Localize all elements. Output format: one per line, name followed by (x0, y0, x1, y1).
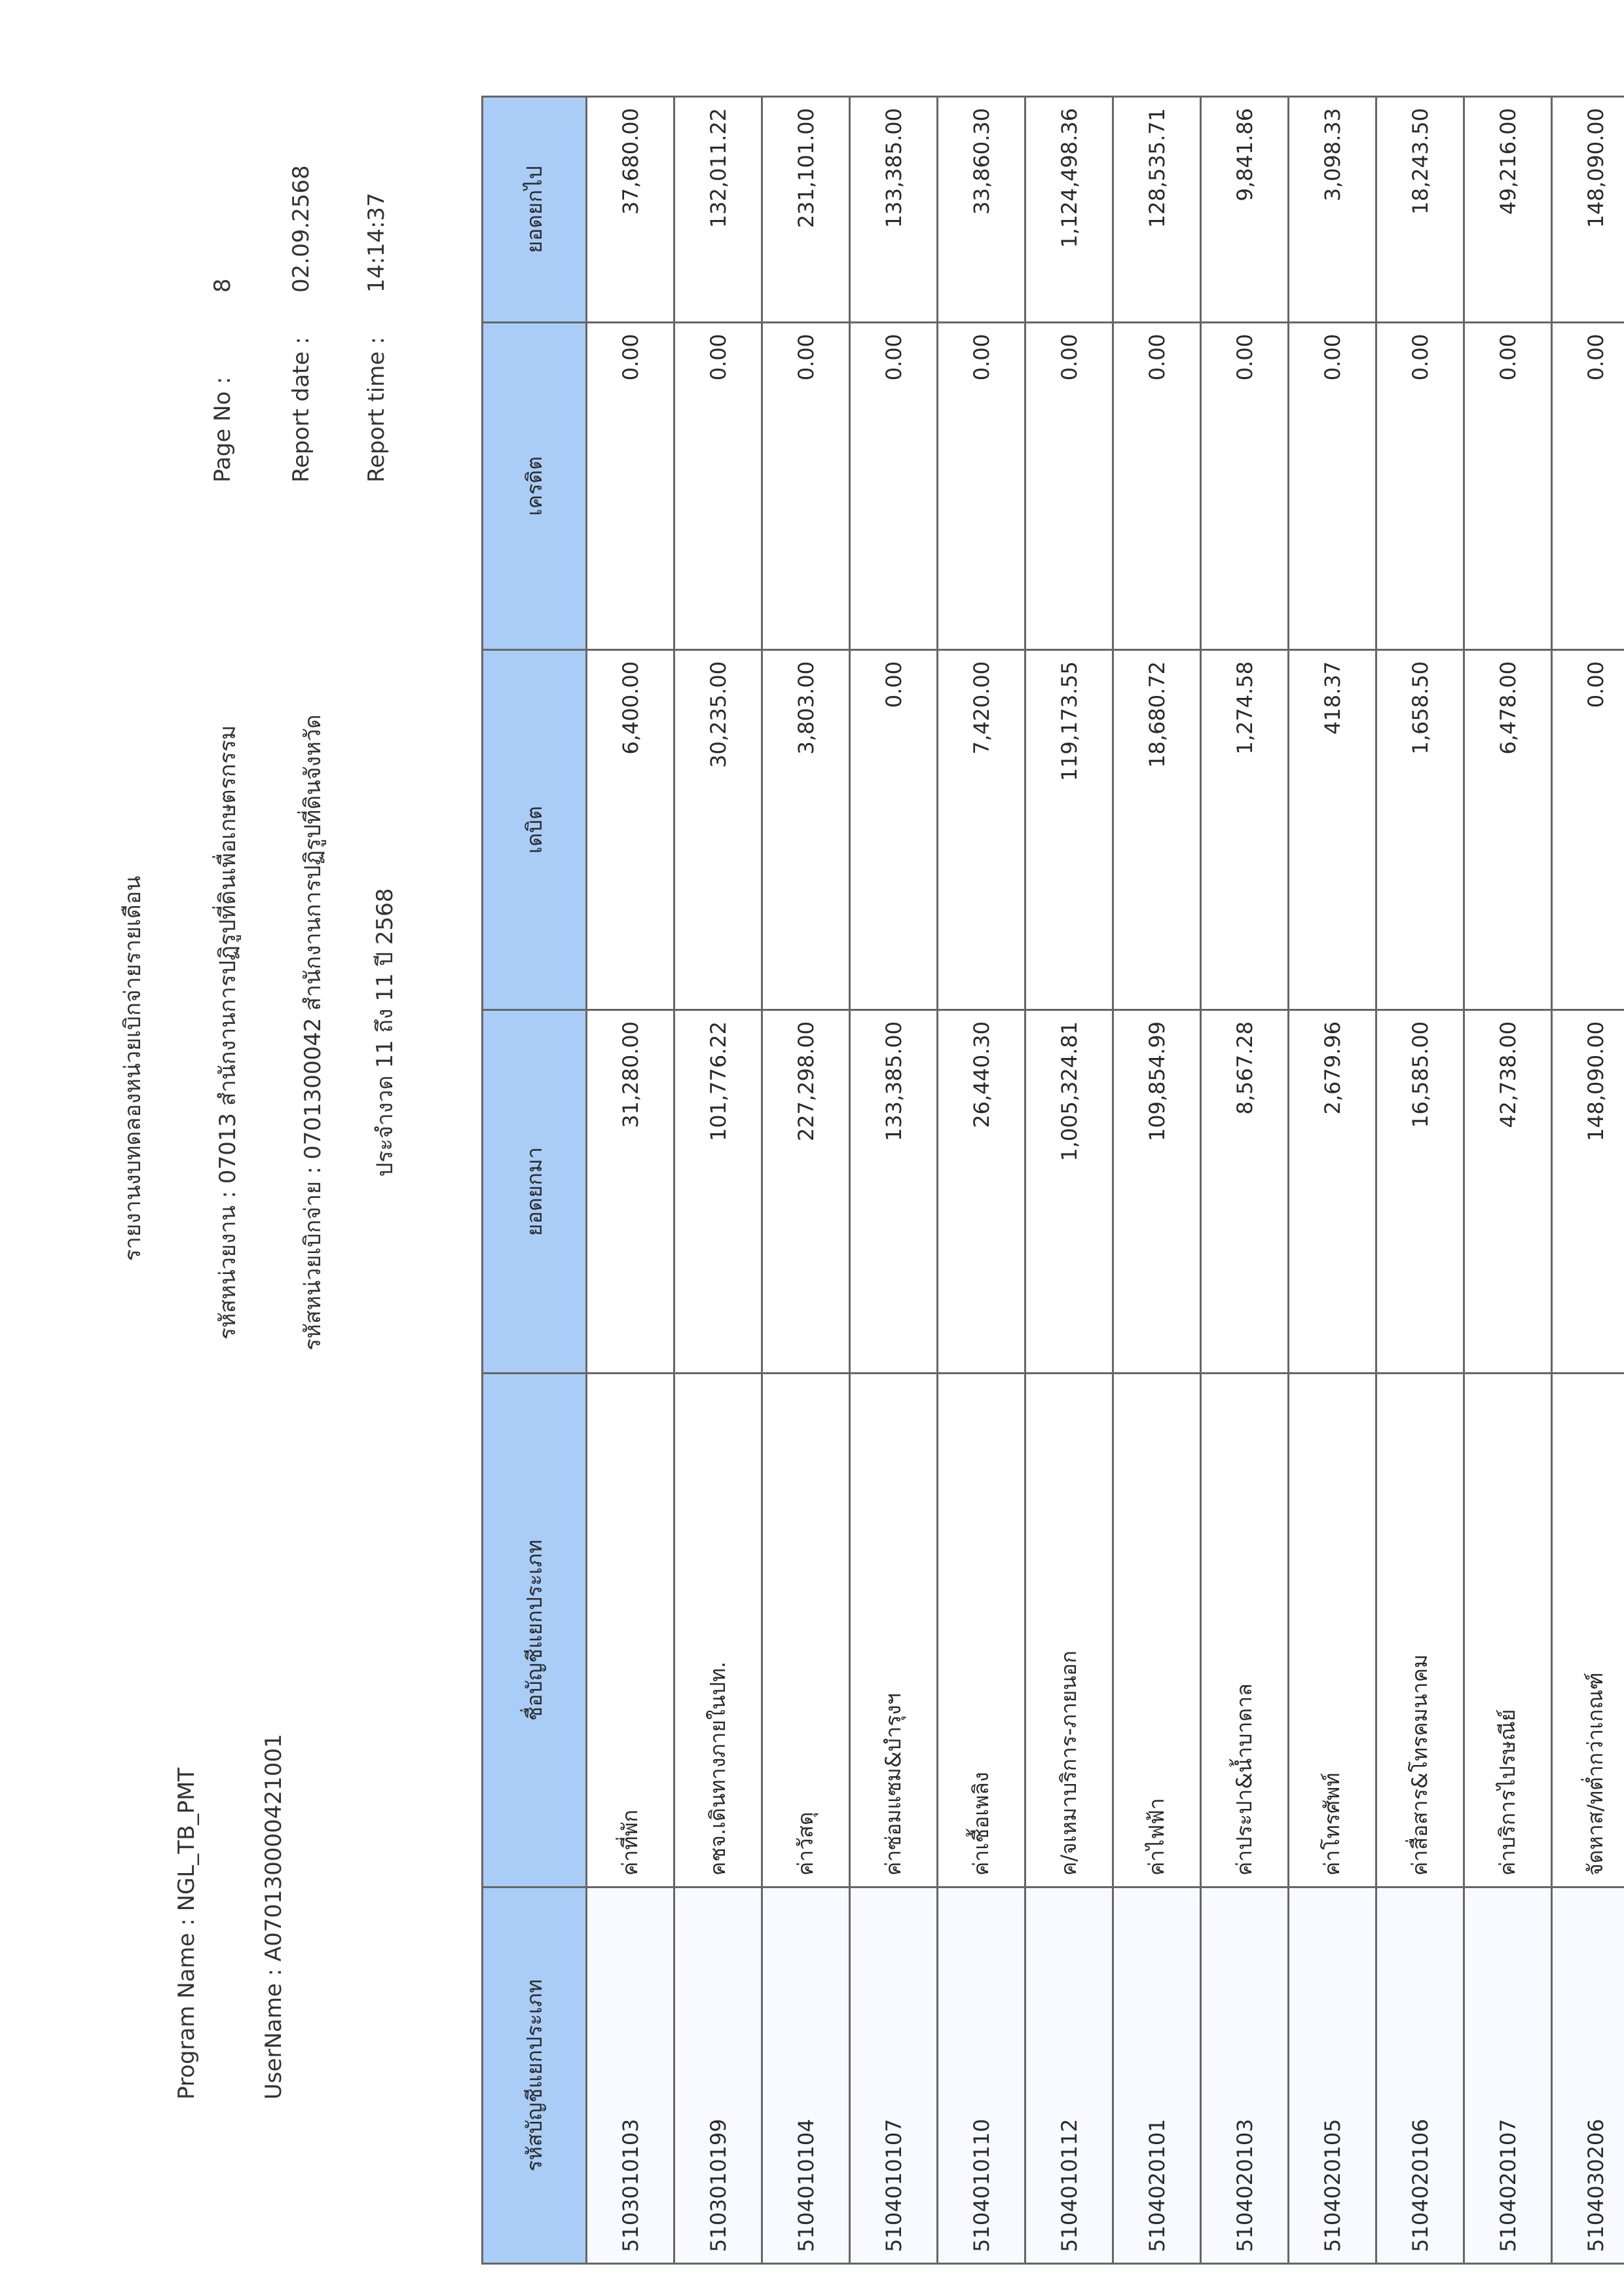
table-row (1201, 97, 1289, 2264)
account-name-cell: จัดหาส/ทต่ำกว่าเกณฑ์ (1552, 1374, 1624, 1887)
col-carried-forward: ยอดยกไป (483, 97, 587, 323)
report-time: 14:14:37 (363, 192, 390, 293)
credit-cell: 0.00 (1025, 323, 1113, 650)
debit-cell: 30,235.00 (674, 650, 762, 1010)
col-debit: เดบิต (483, 650, 587, 1010)
col-account-code: รหัสบัญชีแยกประเภท (483, 1887, 587, 2264)
account-name-cell: ค/จเหมาบริการ-ภายนอก (1025, 1374, 1113, 1887)
account-name-cell: ค่าประปา&น้ำบาดาล (1201, 1374, 1289, 1887)
account-code-cell: 5104010110 (938, 1887, 1025, 2264)
table-row (587, 97, 674, 2264)
table-row (938, 97, 1025, 2264)
account-code-cell: 5104020101 (1113, 1887, 1201, 2264)
brought-forward-cell: 148,090.00 (1552, 1010, 1624, 1374)
table-row (1113, 97, 1201, 2264)
table-row (1025, 97, 1113, 2264)
table-row (1552, 97, 1624, 2264)
debit-cell: 0.00 (850, 650, 938, 1010)
account-code-cell: 5103010103 (587, 1887, 674, 2264)
carried-forward-cell: 3,098.33 (1289, 97, 1376, 323)
account-name-cell: คชจ.เดินทางภายในปท. (674, 1374, 762, 1887)
account-name-cell: ค่าเชื้อเพลิง (938, 1374, 1025, 1887)
carried-forward-cell: 18,243.50 (1376, 97, 1464, 323)
credit-cell: 0.00 (587, 323, 674, 650)
account-code-cell: 5104010107 (850, 1887, 938, 2264)
carried-forward-cell: 37,680.00 (587, 97, 674, 323)
page-no: 8 (210, 278, 236, 293)
account-name-cell: ค่าบริการไปรษณีย์ (1464, 1374, 1552, 1887)
table-row (1376, 97, 1464, 2264)
table-row (762, 97, 850, 2264)
account-code-cell: 5104020106 (1376, 1887, 1464, 2264)
debit-cell: 0.00 (1552, 650, 1624, 1010)
credit-cell: 0.00 (1464, 323, 1552, 650)
brought-forward-cell: 26,440.30 (938, 1010, 1025, 1374)
debit-cell: 1,274.58 (1201, 650, 1289, 1010)
col-credit: เครดิต (483, 323, 587, 650)
account-code-cell: 5103010199 (674, 1887, 762, 2264)
table-row (674, 97, 762, 2264)
account-code-cell: 5104020107 (1464, 1887, 1552, 2264)
brought-forward-cell: 227,298.00 (762, 1010, 850, 1374)
brought-forward-cell: 31,280.00 (587, 1010, 674, 1374)
credit-cell: 0.00 (1113, 323, 1201, 650)
account-name-cell: ค่าสื่อสาร&โทรคมนาคม (1376, 1374, 1464, 1887)
brought-forward-cell: 101,776.22 (674, 1010, 762, 1374)
debit-cell: 7,420.00 (938, 650, 1025, 1010)
account-name-cell: ค่าโทรศัพท์ (1289, 1374, 1376, 1887)
account-code-cell: 5104010112 (1025, 1887, 1113, 2264)
period: ประจำงวด 11 ถึง 11 ปี 2568 (372, 888, 398, 1177)
account-code-cell: 5104030206 (1552, 1887, 1624, 2264)
disbursing-unit: รหัสหน่วยเบิกจ่าย : 0701300042 สำนักงานการปฏิรูปที่ดินจังหวัด (300, 714, 326, 1351)
brought-forward-cell: 133,385.00 (850, 1010, 938, 1374)
table-header-row (483, 97, 587, 2264)
debit-cell: 6,478.00 (1464, 650, 1552, 1010)
report-date: 02.09.2568 (288, 165, 314, 293)
table-row (1289, 97, 1376, 2264)
credit-cell: 0.00 (1201, 323, 1289, 650)
carried-forward-cell: 231,101.00 (762, 97, 850, 323)
account-name-cell: ค่าวัสดุ (762, 1374, 850, 1887)
account-code-cell: 5104010104 (762, 1887, 850, 2264)
debit-cell: 3,803.00 (762, 650, 850, 1010)
account-code-cell: 5104020103 (1201, 1887, 1289, 2264)
page-no-label: Page No : (210, 376, 236, 483)
trial-balance-table (481, 96, 1624, 2265)
report-title: รายงานงบทดลองหน่วยเบิกจ่ายรายเดือน (120, 875, 146, 1262)
debit-cell: 418.37 (1289, 650, 1376, 1010)
debit-cell: 1,658.50 (1376, 650, 1464, 1010)
table-row (850, 97, 938, 2264)
account-code-cell: 5104020105 (1289, 1887, 1376, 2264)
brought-forward-cell: 42,738.00 (1464, 1010, 1552, 1374)
unit-code: รหัสหน่วยงาน : 07013 สำนักงานการปฏิรูปที่ดินเพื่อเกษตรกรรม (215, 725, 241, 1340)
username: UserName : A070130000421001 (261, 1734, 287, 2100)
credit-cell: 0.00 (850, 323, 938, 650)
credit-cell: 0.00 (1289, 323, 1376, 650)
carried-forward-cell: 148,090.00 (1552, 97, 1624, 323)
carried-forward-cell: 133,385.00 (850, 97, 938, 323)
carried-forward-cell: 33,860.30 (938, 97, 1025, 323)
credit-cell: 0.00 (762, 323, 850, 650)
col-account-name: ชื่อบัญชีแยกประเภท (483, 1374, 587, 1887)
report-date-label: Report date : (288, 337, 314, 483)
col-brought-forward: ยอดยกมา (483, 1010, 587, 1374)
debit-cell: 18,680.72 (1113, 650, 1201, 1010)
account-name-cell: ค่าที่พัก (587, 1374, 674, 1887)
carried-forward-cell: 49,216.00 (1464, 97, 1552, 323)
account-name-cell: ค่าซ่อมแซม&บำรุงฯ (850, 1374, 938, 1887)
brought-forward-cell: 16,585.00 (1376, 1010, 1464, 1374)
brought-forward-cell: 1,005,324.81 (1025, 1010, 1113, 1374)
brought-forward-cell: 8,567.28 (1201, 1010, 1289, 1374)
brought-forward-cell: 109,854.99 (1113, 1010, 1201, 1374)
carried-forward-cell: 128,535.71 (1113, 97, 1201, 323)
table-body (587, 97, 1624, 2264)
credit-cell: 0.00 (938, 323, 1025, 650)
carried-forward-cell: 9,841.86 (1201, 97, 1289, 323)
brought-forward-cell: 2,679.96 (1289, 1010, 1376, 1374)
table-row (1464, 97, 1552, 2264)
credit-cell: 0.00 (1552, 323, 1624, 650)
program-name: Program Name : NGL_TB_PMT (174, 1767, 200, 2100)
carried-forward-cell: 1,124,498.36 (1025, 97, 1113, 323)
report-time-label: Report time : (363, 337, 390, 483)
debit-cell: 6,400.00 (587, 650, 674, 1010)
carried-forward-cell: 132,011.22 (674, 97, 762, 323)
account-name-cell: ค่าไฟฟ้า (1113, 1374, 1201, 1887)
credit-cell: 0.00 (1376, 323, 1464, 650)
debit-cell: 119,173.55 (1025, 650, 1113, 1010)
credit-cell: 0.00 (674, 323, 762, 650)
